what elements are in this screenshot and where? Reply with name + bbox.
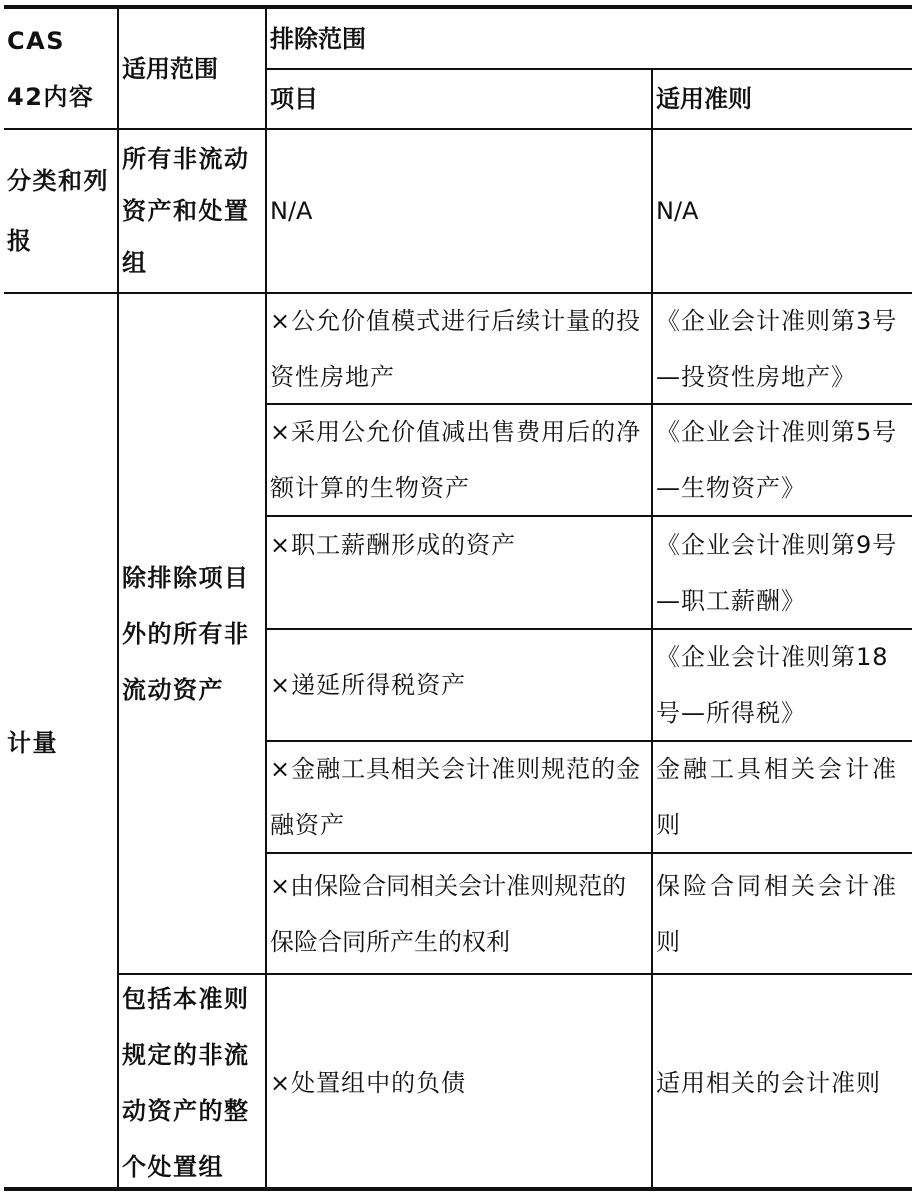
measurement-content-text: 计量 xyxy=(7,728,58,757)
header-cas-content-label: CAS 42内容 xyxy=(7,26,95,111)
row-classification-item xyxy=(267,130,651,292)
exclusion-item-text: ×采用公允价值减出售费用后的净额计算的生物资产 xyxy=(270,418,642,502)
exclusion-standard-text: 《企业会计准则第3号—投资性房地产》 xyxy=(656,306,898,391)
classification-scope-text: 所有非流动资产和处置组 xyxy=(122,145,250,277)
exclusion-standard-text: 《企业会计准则第5号—生物资产》 xyxy=(656,418,898,502)
row-classification-standard xyxy=(653,130,912,292)
exclusion-item-text: ×处置组中的负债 xyxy=(270,1069,467,1097)
exclusion-item-cell xyxy=(267,517,651,628)
header-item-label: 项目 xyxy=(270,85,318,113)
standards-table xyxy=(4,5,912,1191)
classification-item-text: N/A xyxy=(270,197,313,225)
header-scope-label: 适用范围 xyxy=(122,54,218,83)
row-classification-content xyxy=(4,130,117,292)
exclusion-standard-text: 《企业会计准则第9号—职工薪酬》 xyxy=(656,530,898,615)
exclusion-item-text: ×职工薪酬形成的资产 xyxy=(270,531,517,559)
exclusion-standard-cell xyxy=(653,975,912,1191)
measurement-scope-a-text: 除排除项目外的所有非流动资产 xyxy=(122,563,250,704)
exclusion-standard-cell xyxy=(653,630,912,740)
exclusion-item-cell xyxy=(267,294,651,403)
exclusion-standard-cell xyxy=(653,742,912,852)
exclusion-standard-cell xyxy=(653,294,912,403)
exclusion-item-text: ×由保险合同相关会计准则规范的保险合同所产生的权利 xyxy=(270,871,627,956)
classification-standard-text: N/A xyxy=(656,197,699,225)
header-exclusion xyxy=(267,9,912,68)
classification-content-text: 分类和列报 xyxy=(7,167,109,255)
exclusion-standard-text: 金融工具相关会计准则 xyxy=(656,755,899,839)
exclusion-standard-cell xyxy=(653,854,912,973)
header-item xyxy=(267,70,651,128)
exclusion-item-text: ×公允价值模式进行后续计量的投资性房地产 xyxy=(270,306,642,391)
exclusion-standard-cell xyxy=(653,517,912,628)
header-exclusion-label: 排除范围 xyxy=(270,24,366,53)
exclusion-standard-text: 适用相关的会计准则 xyxy=(656,1069,881,1097)
row-classification-scope xyxy=(119,130,265,292)
exclusion-standard-cell xyxy=(653,405,912,515)
header-applicable-standard xyxy=(653,70,912,128)
exclusion-item-cell xyxy=(267,405,651,515)
exclusion-standard-text: 《企业会计准则第18号—所得税》 xyxy=(656,643,889,727)
row-measurement-scope-a xyxy=(119,294,265,973)
header-scope xyxy=(119,9,265,128)
exclusion-item-cell xyxy=(267,630,651,740)
exclusion-item-text: ×金融工具相关会计准则规范的金融资产 xyxy=(270,755,642,839)
exclusion-item-cell xyxy=(267,742,651,852)
header-applicable-standard-label: 适用准则 xyxy=(656,85,752,113)
measurement-scope-b-text: 包括本准则规定的非流动资产的整个处置组 xyxy=(122,985,250,1181)
exclusion-item-cell xyxy=(267,975,651,1191)
exclusion-standard-text: 保险合同相关会计准则 xyxy=(656,871,899,956)
row-measurement-content xyxy=(4,294,117,1191)
exclusion-item-cell xyxy=(267,854,651,973)
row-measurement-scope-b xyxy=(119,975,265,1191)
exclusion-item-text: ×递延所得税资产 xyxy=(270,671,467,699)
header-cas-content xyxy=(4,9,117,128)
